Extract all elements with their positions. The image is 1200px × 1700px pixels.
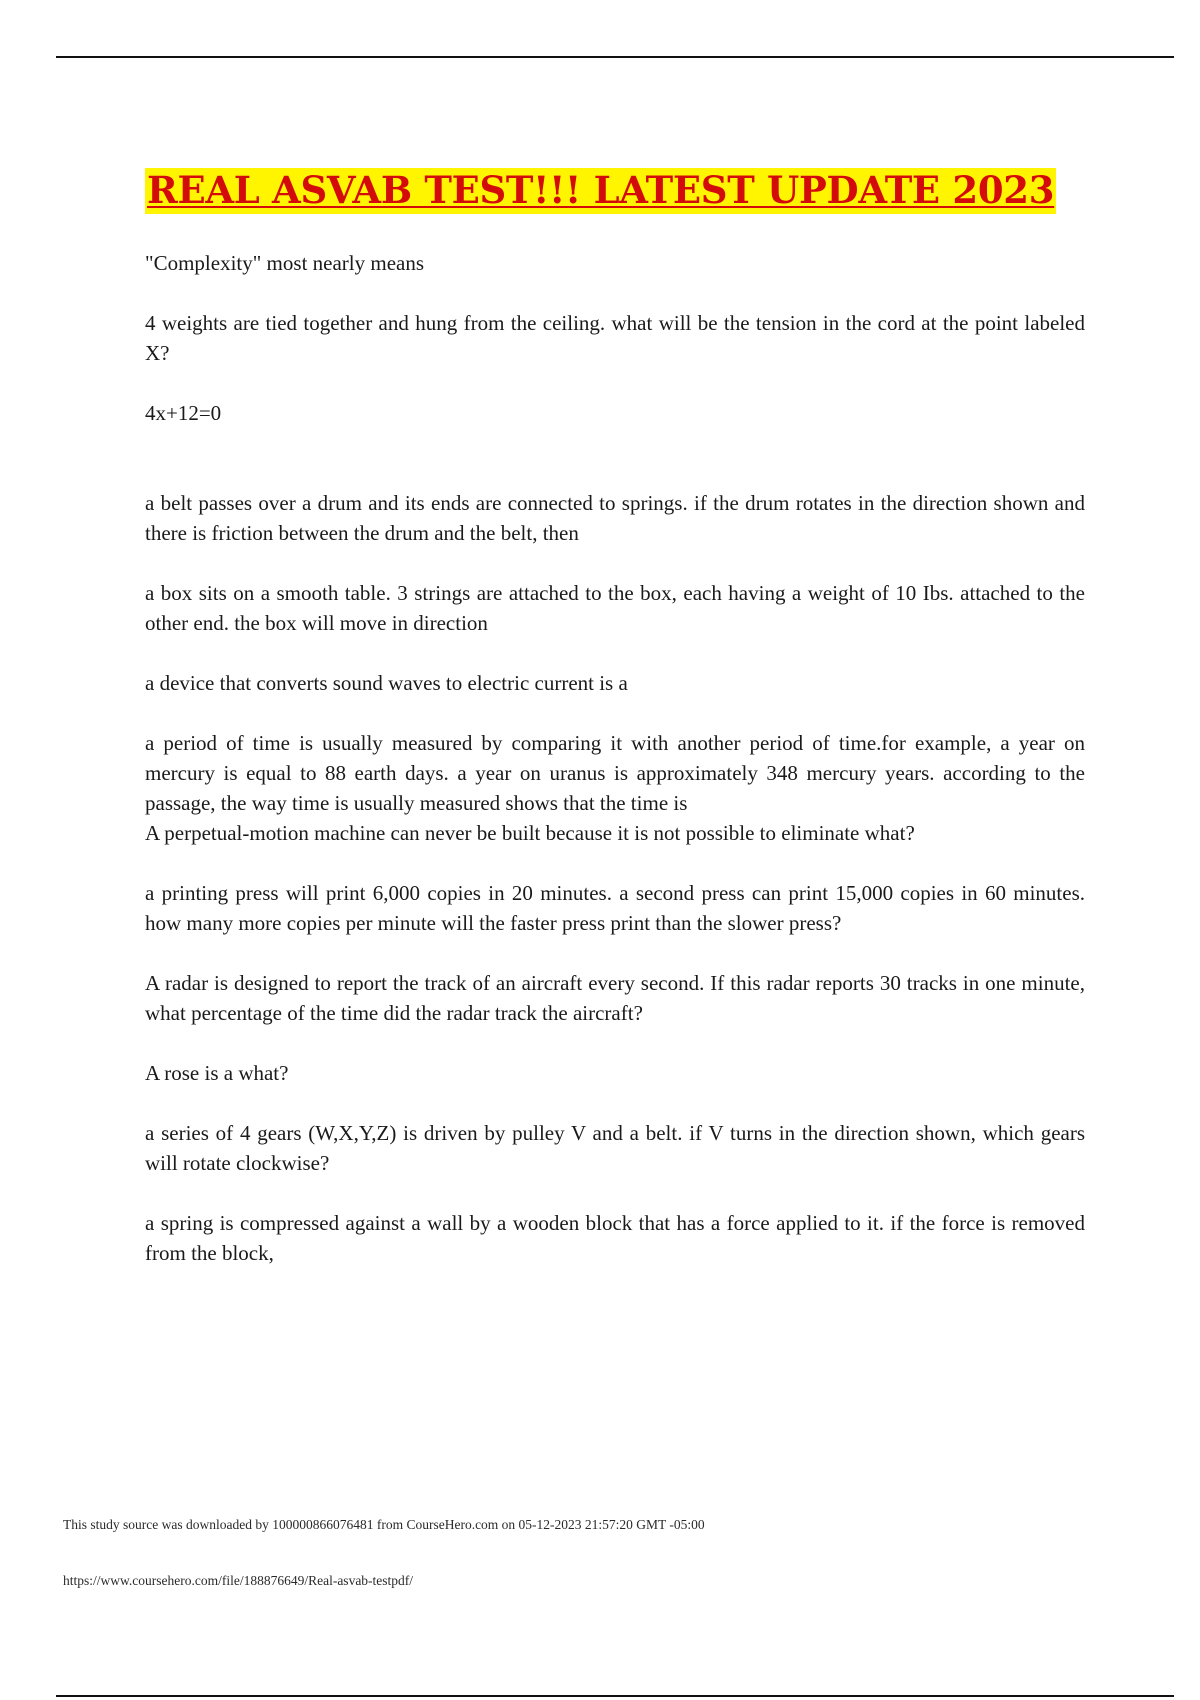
question-item: a period of time is usually measured by comparing it with another period of time.for example, a year on mercury is equal to 88 earth days. a year on uranus is approximately 348 mercury years. according to the passage, the way time is usually measured shows that the time is xyxy=(145,731,1085,815)
question-item: a series of 4 gears (W,X,Y,Z) is driven by pulley V and a belt. if V turns in the direction shown, which gears will rotate clockwise? xyxy=(145,1121,1085,1175)
source-url-link[interactable]: https://www.coursehero.com/file/188876649/Real-asvab-testpdf/ xyxy=(63,1573,414,1588)
question-item: A rose is a what? xyxy=(145,1061,289,1085)
top-divider xyxy=(56,56,1174,58)
question-item: a belt passes over a drum and its ends are connected to springs. if the drum rotates in the direction shown and there is friction between the drum and the belt, then xyxy=(145,491,1085,545)
question-list xyxy=(145,248,1085,1268)
question-item: A radar is designed to report the track of an aircraft every second. If this radar reports 30 tracks in one minute, what percentage of the time did the radar track the aircraft? xyxy=(145,971,1085,1025)
question-item: 4x+12=0 xyxy=(145,401,222,425)
document-title: REAL ASVAB TEST!!! LATEST UPDATE 2023 xyxy=(147,168,1055,212)
question-item: a box sits on a smooth table. 3 strings are attached to the box, each having a weight of 10 Ibs. attached to the other end. the box will move in direction xyxy=(145,581,1085,635)
question-item: a printing press will print 6,000 copies in 20 minutes. a second press can print 15,000 copies in 60 minutes. how many more copies per minute will the faster press print than the slower press? xyxy=(145,881,1085,935)
bottom-divider xyxy=(56,1695,1174,1697)
question-item: 4 weights are tied together and hung from the ceiling. what will be the tension in the cord at the point labeled X? xyxy=(145,311,1085,365)
download-source-note: This study source was downloaded by 100000866076481 from CourseHero.com on 05-12-2023 21:57:20 GMT -05:00 xyxy=(63,1517,705,1532)
question-item: a spring is compressed against a wall by a wooden block that has a force applied to it. if the force is removed from the block, xyxy=(145,1211,1085,1265)
document-body xyxy=(145,168,1085,1268)
question-item: "Complexity" most nearly means xyxy=(145,251,425,275)
question-item: a device that converts sound waves to electric current is a xyxy=(145,671,628,695)
question-item: A perpetual-motion machine can never be built because it is not possible to eliminate what? xyxy=(145,821,915,845)
